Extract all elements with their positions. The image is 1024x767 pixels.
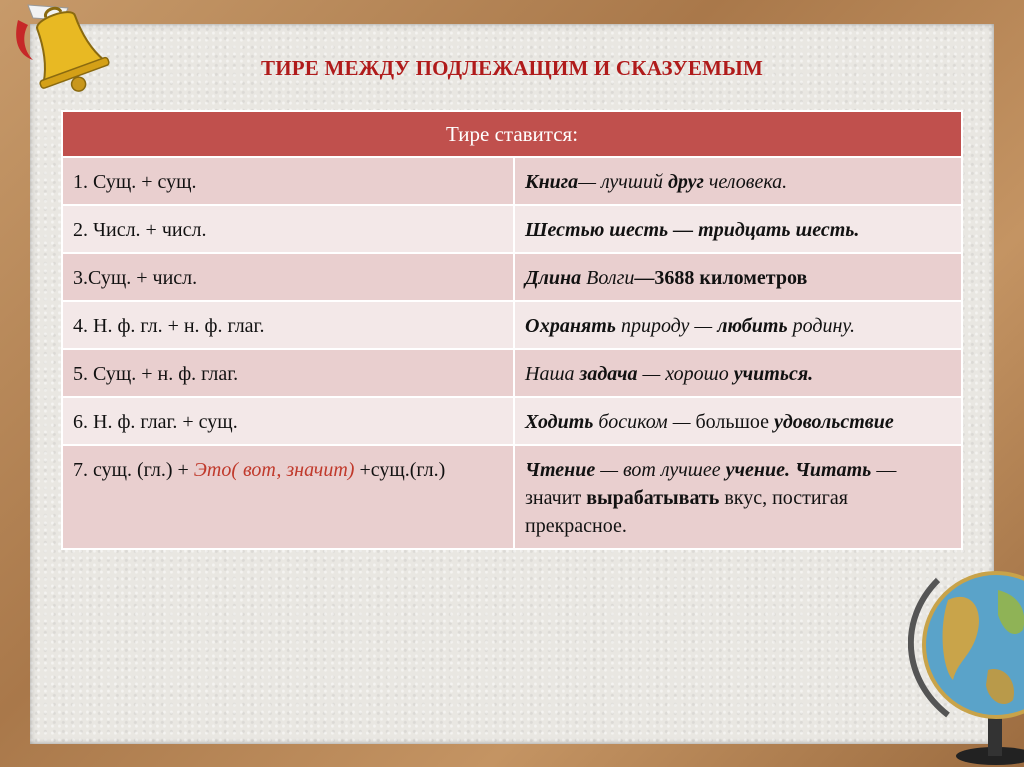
table-row xyxy=(62,301,962,349)
rule-formula: 1. Сущ. + сущ. xyxy=(62,157,514,205)
rule-formula: 4. Н. ф. гл. + н. ф. глаг. xyxy=(62,301,514,349)
rule-formula: 2. Числ. + числ. xyxy=(62,205,514,253)
table-row xyxy=(62,445,962,549)
page-title: ТИРЕ МЕЖДУ ПОДЛЕЖАЩИМ И СКАЗУЕМЫМ xyxy=(261,56,763,80)
example-part: — значит xyxy=(525,459,897,509)
example-part: Книга xyxy=(525,171,579,193)
example-part: —3688 километров xyxy=(634,267,808,289)
example-part: Читать xyxy=(794,459,872,481)
example-sentence xyxy=(514,445,962,549)
table-row xyxy=(62,205,962,253)
example-part: вырабатывать xyxy=(586,487,720,509)
table-row xyxy=(62,349,962,397)
example-sentence xyxy=(514,349,962,397)
example-part: — хорошо xyxy=(637,363,734,385)
rules-table xyxy=(61,110,963,550)
example-sentence xyxy=(514,253,962,301)
example-part: — вот лучшее xyxy=(595,459,726,481)
rule-formula: 3.Сущ. + числ. xyxy=(62,253,514,301)
example-part: Наша xyxy=(525,363,580,385)
formula-part: 7. сущ. (гл.) + xyxy=(73,459,194,481)
example-part: любить xyxy=(717,315,788,337)
example-part: учение. xyxy=(725,459,790,481)
example-part: Шестью шесть — тридцать шесть. xyxy=(525,219,860,241)
example-sentence xyxy=(514,301,962,349)
example-part: Чтение xyxy=(525,459,596,481)
table-row xyxy=(62,397,962,445)
rule-formula xyxy=(62,445,514,549)
example-sentence xyxy=(514,205,962,253)
example-part: учиться. xyxy=(733,363,814,385)
table-row xyxy=(62,253,962,301)
example-part: Ходить xyxy=(525,411,594,433)
example-part: Длина xyxy=(525,267,587,289)
example-part: босиком — xyxy=(593,411,696,433)
example-part: Охранять xyxy=(525,315,616,337)
example-part: удовольствие xyxy=(774,411,894,433)
example-part: человека. xyxy=(703,171,788,193)
globe-icon xyxy=(908,560,1024,767)
table-row xyxy=(62,157,962,205)
formula-part: +сущ.(гл.) xyxy=(354,459,446,481)
example-part: родину. xyxy=(787,315,855,337)
rule-formula: 6. Н. ф. глаг. + сущ. xyxy=(62,397,514,445)
example-part: большое xyxy=(695,411,775,433)
example-part: вкус, постигая прекрасное. xyxy=(525,487,848,537)
example-sentence xyxy=(514,397,962,445)
example-part: Волги xyxy=(586,267,635,289)
example-part: друг xyxy=(667,171,704,193)
example-sentence xyxy=(514,157,962,205)
formula-part: Это( вот, значит) xyxy=(193,459,355,481)
table-header: Тире ставится: xyxy=(62,111,962,157)
example-part: природу — xyxy=(615,315,718,337)
example-part: — лучший xyxy=(578,171,668,193)
example-part: задача xyxy=(579,363,638,385)
rule-formula: 5. Сущ. + н. ф. глаг. xyxy=(62,349,514,397)
